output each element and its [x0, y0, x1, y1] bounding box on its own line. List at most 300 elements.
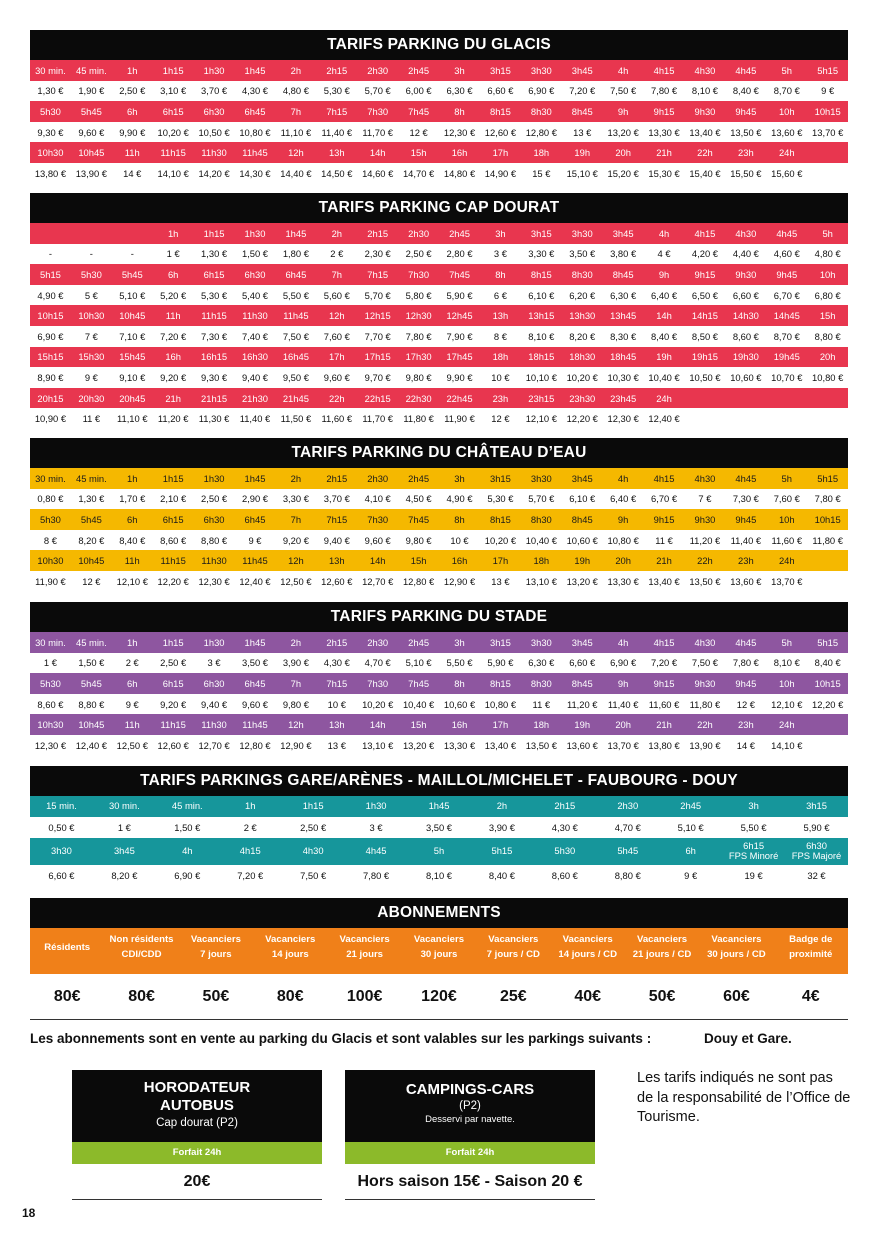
price-cell: 13,70 € [812, 126, 844, 138]
price-cell: 12 € [491, 413, 510, 425]
duration-cell: 1h [167, 227, 179, 239]
duration-cell: 18h [533, 555, 550, 567]
duration-cell: 7h [290, 677, 302, 689]
abonnement-price: 50€ [202, 987, 230, 1005]
duration-cell: 15h [410, 555, 427, 567]
price-cell: 10 € [327, 698, 346, 710]
duration-cell: 24h [656, 392, 672, 404]
price-cell: 8,80 € [201, 534, 228, 546]
duration-cell: 3h15 [530, 227, 552, 239]
duration-row [30, 223, 848, 244]
duration-cell: 9h45 [735, 513, 757, 525]
price-cell: 13,50 € [525, 739, 557, 751]
duration-cell: 24h [778, 555, 795, 567]
chateau-eau-title: TARIFS PARKING DU CHÂTEAU D’EAU [30, 438, 848, 468]
duration-cell: 17h45 [446, 351, 473, 363]
duration-cell: 23h30 [569, 392, 596, 404]
price-cell: 14,10 € [771, 739, 803, 751]
price-cell: 13,30 € [648, 126, 680, 138]
duration-cell: 8h [454, 513, 465, 525]
gare-section [30, 766, 848, 886]
duration-cell: 2h30 [408, 227, 430, 239]
abonnement-price: 80€ [128, 987, 155, 1005]
duration-cell: 1h30 [365, 801, 387, 812]
price-cell: 8,70 € [773, 85, 800, 97]
duration-cell: 45 min. [75, 64, 107, 76]
duration-cell: 20h [615, 555, 631, 567]
abonnement-label: Vacanciers 30 jours [413, 934, 465, 960]
price-cell: 8,90 € [37, 371, 64, 383]
duration-cell: 2h15 [326, 64, 348, 76]
duration-cell: 16h [165, 351, 181, 363]
duration-cell: 4h45 [735, 64, 757, 76]
duration-cell: 13h [492, 310, 509, 322]
duration-cell: 8h15 [489, 677, 511, 689]
price-cell: 3,70 € [323, 493, 350, 505]
price-row [30, 817, 848, 838]
abonnement-price: 50€ [648, 987, 676, 1005]
duration-cell: 15 min. [46, 801, 77, 812]
price-cell: 6,10 € [528, 289, 555, 301]
duration-cell: 3h15 [489, 636, 511, 648]
duration-cell: 21h [656, 147, 672, 159]
price-cell: 0,80 € [37, 493, 64, 505]
price-cell: 15,60 € [771, 167, 803, 179]
price-cell: 14,10 € [157, 167, 189, 179]
price-cell: 4,80 € [814, 248, 841, 260]
duration-cell: 4h45 [776, 227, 798, 239]
price-cell: 13,80 € [34, 167, 67, 179]
duration-cell: 9h [617, 105, 629, 117]
duration-cell: 6h30 FPS Majoré [791, 841, 842, 862]
abonnement-label: Résidents [44, 941, 91, 953]
price-cell: 7,50 € [691, 657, 718, 669]
cap-dourat-table [30, 223, 848, 429]
abonnement-price: 80€ [276, 987, 304, 1005]
glacis-title: TARIFS PARKING DU GLACIS [30, 30, 848, 60]
duration-cell: 9h15 [694, 268, 716, 280]
duration-cell: 3h15 [489, 64, 511, 76]
duration-cell: 2h15 [326, 472, 348, 484]
price-cell: 10 € [491, 371, 510, 383]
price-cell: - [89, 248, 93, 260]
price-cell: 3 € [493, 248, 507, 260]
price-cell: 7 € [84, 330, 98, 342]
duration-cell: 6h [127, 677, 138, 689]
duration-cell: 2h15 [367, 227, 389, 239]
duration-cell: 7h15 [326, 105, 348, 117]
price-cell: 9,40 € [323, 534, 350, 546]
price-cell: 12,30 € [198, 575, 230, 587]
duration-cell: 20h30 [78, 392, 105, 404]
price-cell: 5,60 € [323, 289, 350, 301]
price-cell: 15,30 € [648, 167, 680, 179]
price-cell: 9,30 € [37, 126, 64, 138]
price-cell: 2,30 € [364, 248, 391, 260]
duration-cell: 1h45 [244, 472, 266, 484]
price-cell: 8,10 € [691, 85, 718, 97]
duration-cell: 30 min. [35, 64, 66, 76]
price-cell: 11,60 € [648, 698, 680, 710]
duration-cell: 6h30 [203, 105, 225, 117]
price-cell: 5,10 € [119, 289, 146, 301]
duration-cell: 11h15 [160, 555, 186, 567]
duration-cell: 20h [615, 719, 631, 731]
duration-cell: 18h [533, 147, 550, 159]
duration-cell: 5h15 [817, 636, 839, 648]
price-cell: 10,20 € [484, 534, 517, 546]
duration-cell: 9h30 [694, 513, 716, 525]
duration-cell: 11h [124, 719, 140, 731]
price-cell: 9,40 € [201, 698, 228, 710]
price-cell: 4,10 € [364, 493, 391, 505]
duration-row [30, 388, 848, 409]
price-cell: 8,60 € [37, 698, 64, 710]
campings-forfait: Forfait 24h [345, 1142, 595, 1164]
duration-cell: 16h30 [241, 351, 269, 363]
price-cell: 10,80 € [239, 126, 271, 138]
price-cell: 11,40 € [321, 126, 353, 138]
price-cell: 12,50 € [280, 575, 312, 587]
duration-cell: 2h45 [449, 227, 470, 239]
price-row [30, 694, 848, 715]
duration-cell: 1h45 [285, 227, 307, 239]
price-cell: 8,40 € [119, 534, 146, 546]
price-cell: 13,40 € [484, 739, 517, 751]
duration-cell: 17h [492, 555, 509, 567]
duration-cell: 1h15 [302, 801, 324, 812]
price-cell: 9 € [684, 869, 698, 881]
price-cell: 9,20 € [160, 698, 187, 710]
duration-row [30, 101, 848, 122]
price-cell: 14,30 € [239, 167, 271, 179]
campings-subtitle: (P2) [459, 1100, 481, 1112]
price-cell: 13,40 € [689, 126, 721, 138]
abonnements-values [30, 974, 848, 1020]
price-cell: 7,50 € [610, 85, 637, 97]
duration-cell: 6h30 [203, 677, 225, 689]
duration-cell: 9h45 [735, 105, 757, 117]
price-cell: 10,90 € [34, 413, 67, 425]
duration-cell: 10h45 [119, 310, 146, 322]
abonnement-label: Vacanciers 21 jours / CD [632, 934, 692, 960]
duration-cell: 18h30 [569, 351, 596, 363]
duration-cell: 5h15 [817, 64, 839, 76]
duration-cell: 5h [433, 846, 445, 857]
duration-cell: 11h30 [201, 719, 227, 731]
price-cell: 9,60 € [78, 126, 105, 138]
price-cell: 1 € [43, 657, 57, 669]
duration-cell: 1h15 [162, 64, 184, 76]
price-cell: 1,50 € [78, 657, 105, 669]
price-cell: 10,20 € [157, 126, 189, 138]
price-cell: 13,10 € [525, 575, 557, 587]
price-cell: 1,90 € [78, 85, 105, 97]
price-cell: 11,70 € [362, 126, 393, 138]
duration-cell: 10h30 [37, 555, 64, 567]
duration-cell: 4h15 [653, 472, 675, 484]
price-cell: 14 € [123, 167, 142, 179]
duration-row [30, 796, 848, 817]
duration-cell: 2h45 [680, 801, 702, 812]
duration-cell: 1h15 [162, 472, 184, 484]
price-row [30, 865, 848, 886]
duration-cell: 5h30 [40, 677, 61, 689]
price-cell: 7,80 € [814, 493, 841, 505]
duration-cell: 7h30 [408, 268, 430, 280]
price-cell: 13,40 € [648, 575, 680, 587]
duration-cell: 3h30 [530, 472, 552, 484]
duration-cell: 3h45 [612, 227, 634, 239]
abonnement-label: Vacanciers 21 jours [339, 934, 390, 960]
price-cell: 7,30 € [732, 493, 759, 505]
price-cell: 9,80 € [282, 698, 309, 710]
duration-cell: 3h [748, 801, 759, 812]
duration-cell: 10h45 [78, 719, 105, 731]
price-cell: 1,30 € [37, 85, 64, 97]
price-cell: 12,80 € [239, 739, 271, 751]
duration-cell: 8h30 [571, 268, 593, 280]
price-cell: 12,70 € [362, 575, 394, 587]
duration-cell: 17h [492, 147, 509, 159]
price-row [30, 81, 848, 102]
duration-cell: 21h [656, 719, 672, 731]
duration-row [30, 305, 848, 326]
price-cell: 6,70 € [651, 493, 678, 505]
price-cell: 4,30 € [323, 657, 350, 669]
duration-cell: 9h [617, 677, 629, 689]
price-cell: 12,40 € [75, 739, 107, 751]
duration-cell: 16h [451, 147, 468, 159]
price-cell: 6,60 € [487, 85, 514, 97]
cap-dourat-title: TARIFS PARKING CAP DOURAT [30, 193, 848, 223]
duration-cell: 17h [328, 351, 345, 363]
duration-cell: 7h30 [367, 513, 389, 525]
duration-cell: 6h30 [244, 268, 266, 280]
price-cell: 11,90 € [35, 575, 66, 587]
duration-cell: 6h15 [203, 268, 225, 280]
price-cell: 8 € [493, 330, 507, 342]
price-cell: 7,10 € [119, 330, 146, 342]
campings-box [345, 1070, 595, 1200]
duration-cell: 7h15 [326, 677, 348, 689]
price-cell: 9,90 € [446, 371, 473, 383]
duration-cell: 17h30 [405, 351, 432, 363]
price-cell: 3,50 € [569, 248, 596, 260]
price-cell: 7,20 € [651, 657, 678, 669]
price-row [30, 367, 848, 388]
duration-row [30, 838, 848, 865]
duration-cell: 18h15 [528, 351, 555, 363]
abonnements-note-tail: Douy et Gare. [704, 1031, 792, 1046]
horodateur-price: 20€ [72, 1164, 322, 1200]
duration-cell: 11h45 [283, 310, 309, 322]
disclaimer: Les tarifs indiqués ne sont pas de la responsabilité de l’Office de Tourisme. [637, 1070, 851, 1125]
price-cell: 3,80 € [610, 248, 637, 260]
price-cell: 10,60 € [443, 698, 476, 710]
duration-cell: 6h15 FPS Minoré [728, 841, 779, 862]
duration-cell: 7h [331, 268, 343, 280]
price-cell: 8,60 € [551, 869, 578, 881]
price-cell: 15,20 € [607, 167, 639, 179]
duration-cell: 2h45 [408, 472, 430, 484]
duration-cell: 6h [685, 846, 696, 857]
duration-cell: 2h30 [617, 801, 639, 812]
price-cell: 12 € [736, 698, 755, 710]
duration-cell: 2h45 [408, 64, 430, 76]
price-cell: 8,60 € [732, 330, 759, 342]
duration-cell: 18h [533, 719, 550, 731]
duration-cell: 12h15 [364, 310, 391, 322]
duration-cell: 8h [454, 677, 465, 689]
price-cell: 13,70 € [607, 739, 639, 751]
duration-cell: 10h15 [37, 310, 64, 322]
price-cell: 13 € [491, 575, 510, 587]
duration-cell: 10h [819, 268, 836, 280]
duration-cell: 9h15 [653, 513, 675, 525]
price-cell: 11,10 € [280, 126, 312, 138]
duration-cell: 16h45 [282, 351, 309, 363]
duration-cell: 5h15 [817, 472, 839, 484]
price-cell: 15,10 € [566, 167, 598, 179]
price-row [30, 244, 848, 265]
duration-cell: 8h45 [571, 677, 593, 689]
price-cell: 13,60 € [771, 126, 803, 138]
price-cell: 7,70 € [364, 330, 391, 342]
price-cell: 2 € [125, 657, 139, 669]
duration-cell: 10h45 [78, 147, 105, 159]
price-cell: 9,10 € [119, 371, 146, 383]
duration-cell: 8h30 [530, 677, 552, 689]
abonnement-label: Badge de proximité [789, 934, 833, 960]
duration-cell: 8h45 [612, 268, 634, 280]
price-cell: 5,20 € [160, 289, 187, 301]
duration-cell: 3h45 [571, 636, 593, 648]
duration-row [30, 142, 848, 163]
stade-section [30, 602, 848, 756]
price-cell: 2,50 € [160, 657, 187, 669]
price-cell: 6,30 € [610, 289, 637, 301]
duration-cell: 21h45 [282, 392, 309, 404]
abonnement-label: Vacanciers 7 jours / CD [486, 934, 540, 960]
duration-cell: 22h45 [446, 392, 473, 404]
price-cell: 13,20 € [607, 126, 639, 138]
duration-cell: 3h [454, 472, 465, 484]
price-cell: 9,60 € [364, 534, 391, 546]
price-cell: 1 € [166, 248, 180, 260]
price-cell: 6,60 € [732, 289, 759, 301]
duration-cell: 15h30 [78, 351, 105, 363]
price-cell: 8,70 € [773, 330, 800, 342]
price-cell: 7,80 € [651, 85, 678, 97]
duration-cell: 22h30 [405, 392, 432, 404]
duration-cell: 11h30 [242, 310, 268, 322]
price-cell: 12,90 € [443, 575, 476, 587]
duration-cell: 4h15 [239, 846, 261, 857]
price-cell: 2,90 € [241, 493, 269, 505]
duration-cell: 1h [245, 801, 256, 812]
price-cell: 5,70 € [364, 85, 391, 97]
price-cell: 9,70 € [364, 371, 391, 383]
price-cell: 8,20 € [111, 869, 138, 881]
price-cell: 10,80 € [607, 534, 639, 546]
price-cell: 13,80 € [648, 739, 680, 751]
price-cell: 14,70 € [402, 167, 435, 179]
duration-cell: 4h [182, 846, 193, 857]
duration-cell: 2h15 [326, 636, 348, 648]
duration-cell: 45 min. [171, 801, 203, 812]
price-cell: 13,20 € [566, 575, 598, 587]
price-cell: 11 € [655, 534, 673, 546]
duration-cell: 15h [819, 310, 836, 322]
duration-cell: 16h [451, 555, 468, 567]
duration-cell: 7h15 [326, 513, 348, 525]
price-cell: 4,90 € [446, 493, 473, 505]
duration-cell: 5h45 [80, 677, 102, 689]
duration-cell: 20h [615, 147, 631, 159]
duration-cell: 4h [617, 636, 629, 648]
duration-row [30, 347, 848, 368]
duration-cell: 8h30 [530, 513, 552, 525]
price-cell: 11,20 € [566, 698, 598, 710]
price-cell: 12,80 € [402, 575, 435, 587]
duration-cell: 7h [290, 105, 302, 117]
price-cell: 12,20 € [157, 575, 189, 587]
duration-cell: 22h [697, 719, 713, 731]
duration-cell: 4h30 [694, 64, 716, 76]
duration-cell: 14h30 [732, 310, 759, 322]
price-cell: 8,80 € [814, 330, 841, 342]
price-cell: 9 € [821, 85, 835, 97]
duration-cell: 4h30 [735, 227, 757, 239]
price-cell: 10,10 € [525, 371, 557, 383]
price-cell: 13 € [327, 739, 346, 751]
price-cell: 8,30 € [610, 330, 637, 342]
duration-cell: 5h [781, 472, 792, 484]
price-cell: 10 € [450, 534, 469, 546]
price-cell: 3,30 € [282, 493, 309, 505]
duration-cell: 10h30 [78, 310, 105, 322]
duration-cell: 30 min. [35, 472, 66, 484]
price-cell: 10,80 € [484, 698, 517, 710]
price-cell: 11 € [82, 413, 101, 425]
horodateur-title: HORODATEUR AUTOBUS [143, 1079, 251, 1114]
price-cell: 2,10 € [160, 493, 187, 505]
price-cell: 3,50 € [425, 821, 453, 833]
price-cell: 4,70 € [614, 821, 641, 833]
price-cell: 8,80 € [614, 869, 641, 881]
price-cell: 11,40 € [607, 698, 639, 710]
duration-row [30, 673, 848, 694]
duration-cell: 5h30 [40, 513, 61, 525]
price-cell: 5,80 € [405, 289, 432, 301]
duration-cell: 15h [410, 147, 427, 159]
price-cell: 10,60 € [730, 371, 762, 383]
price-cell: 1 € [117, 821, 131, 833]
duration-cell: 23h [738, 555, 754, 567]
price-cell: 11,50 € [280, 413, 312, 425]
price-cell: 9,60 € [323, 371, 350, 383]
duration-cell: 12h [288, 719, 304, 731]
price-cell: 4,90 € [37, 289, 64, 301]
price-cell: 7,50 € [300, 869, 327, 881]
price-cell: 7,80 € [732, 657, 759, 669]
duration-row [30, 714, 848, 735]
duration-cell: 1h30 [203, 64, 225, 76]
price-cell: 10,80 € [812, 371, 844, 383]
price-cell: 5,70 € [364, 289, 391, 301]
price-row [30, 122, 848, 143]
